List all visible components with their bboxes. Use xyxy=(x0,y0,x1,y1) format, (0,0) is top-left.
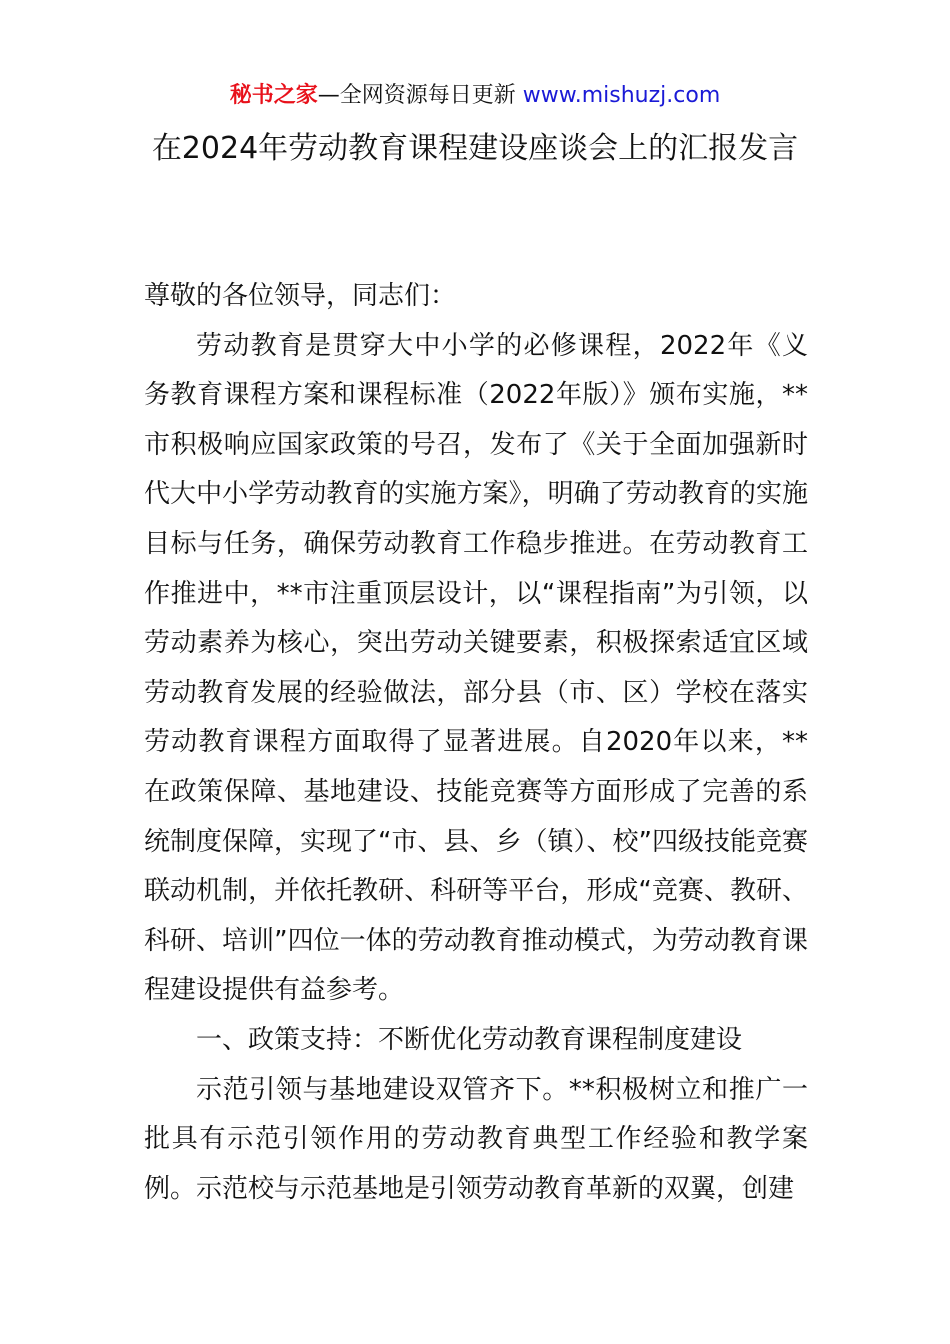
body-paragraph: 示范引领与基地建设双管齐下。**积极树立和推广一批具有示范引领作用的劳动教育典型工作经验和教学案例。示范校与示范基地是引领劳动教育革新的双翼，创建 xyxy=(144,1074,808,1204)
document-title: 在2024年劳动教育课程建设座谈会上的汇报发言 xyxy=(151,131,799,166)
document-body xyxy=(144,272,808,1214)
section-heading: 一、政策支持：不断优化劳动教育课程制度建设 xyxy=(196,1024,743,1055)
site-url-link[interactable]: www.mishuzj.com xyxy=(522,83,721,108)
site-header xyxy=(0,80,950,112)
header-tagline: —全网资源每日更新 xyxy=(317,83,516,108)
salutation: 尊敬的各位领导，同志们： xyxy=(144,281,457,311)
body-paragraph: 劳动教育是贯穿大中小学的必修课程，2022年《义务教育课程方案和课程标准（2022年版）》颁布实施，**市积极响应国家政策的号召，发布了《关于全面加强新时代大中小学劳动教育的实施方案》，明确了劳动教育的实施目标与任务，确保劳动教育工作稳步推进。在劳动教育工作推进中，**市注重顶层设计，以“课程指南”为引领，以劳动素养为核心，突出劳动关键要素，积极探索适宜区域劳动教育发展的经验做法，部分县（市、区）学校在落实劳动教育课程方面取得了显著进展。自2020年以来，**在政策保障、基地建设、技能竞赛等方面形成了完善的系统制度保障，实现了“市、县、乡（镇）、校”四级技能竞赛联动机制，并依托教研、科研等平台，形成“竞赛、教研、科研、培训”四位一体的劳动教育推动模式，为劳动教育课程建设提供有益参考。 xyxy=(144,330,808,1006)
brand-name: 秘书之家 xyxy=(229,83,318,108)
